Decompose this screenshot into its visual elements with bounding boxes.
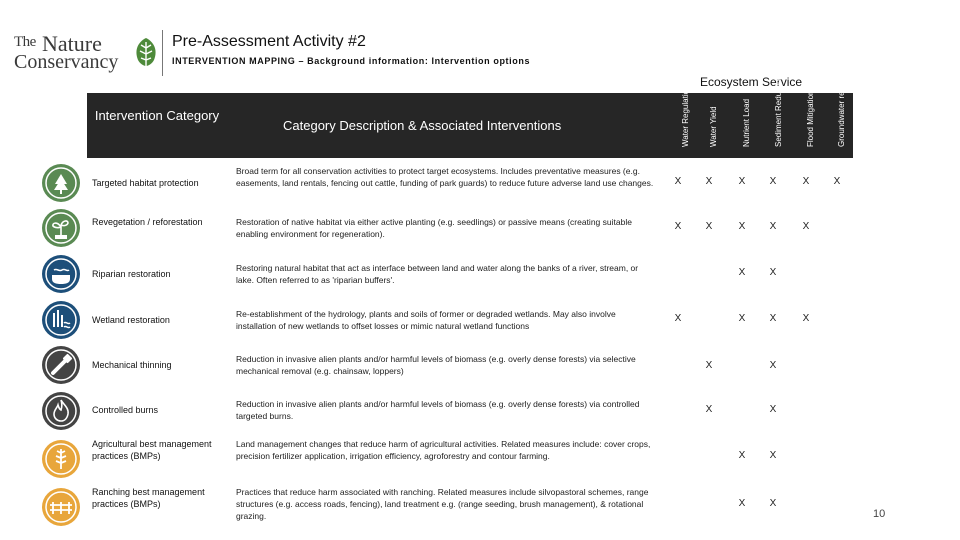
row-description: Reduction in invasive alien plants and/or harmful levels of biomass (e.g. overly dense forests) via selective mechanical removal (e.g. chainsaw, loppers) [236,354,636,376]
mark-water-yield: X [705,360,713,371]
ecosystem-service-label: Ecosystem Service [700,75,803,89]
table-row [40,299,860,341]
mark-flood-mitigation: X [802,176,810,187]
header-category-description: Category Description & Associated Interventions [283,118,562,133]
mark-sediment-reduction: X [769,450,777,461]
row-description: Broad term for all conservation activities to protect target ecosystems. Includes preventative measures (e.g. easements, land rentals, fencing out cattle, funding of park guards) to reduce future adverse land use changes. [236,166,654,188]
oak-leaf-icon [132,36,160,68]
chainsaw-icon [40,344,82,386]
mark-nutrient-load: X [738,221,746,232]
page-title: Pre-Assessment Activity #2 [172,33,366,50]
mark-sediment-reduction: X [769,221,777,232]
logo-divider [162,30,163,76]
mark-sediment-reduction: X [769,360,777,371]
row-description: Reduction in invasive alien plants and/or harmful levels of biomass (e.g. overly dense forests) via controlled targeted burns. [236,399,640,421]
row-category: Ranching best management practices (BMPs) [92,487,205,509]
habitat-protection-icon [40,162,82,204]
row-category: Riparian restoration [92,269,171,279]
wetland-icon [40,299,82,341]
fire-icon [40,390,82,432]
table-row [40,344,860,386]
mark-nutrient-load: X [738,313,746,324]
mark-sediment-reduction: X [769,404,777,415]
page-subtitle: INTERVENTION MAPPING – Background information: Intervention options [172,56,531,66]
table-row [40,390,860,432]
table-row [40,253,860,295]
mark-flood-mitigation: X [802,221,810,232]
row-category: Agricultural best management practices (BMPs) [92,439,212,461]
mark-nutrient-load: X [738,176,746,187]
logo-line-1: The [14,34,36,50]
header-water-regulation: Water Regulation [681,85,690,147]
row-description: Restoring natural habitat that act as interface between land and water along the banks of a river, stream, or lake. Often referred to as 'riparian buffers'. [236,263,639,285]
mark-nutrient-load: X [738,267,746,278]
agriculture-icon [40,438,82,480]
logo-line-3: Conservancy [14,51,119,73]
page-number: 10 [873,508,886,520]
header-flood-mitigation: Flood Mitigation [806,90,815,147]
mark-nutrient-load: X [738,498,746,509]
mark-sediment-reduction: X [769,267,777,278]
mark-water-regulation: X [674,221,682,232]
row-category: Targeted habitat protection [92,178,199,188]
riparian-icon [40,253,82,295]
seedling-icon [40,207,82,249]
mark-water-regulation: X [674,176,682,187]
table-row [40,207,860,249]
header-groundwater-recharge: Groundwater recharge [837,66,846,147]
mark-water-yield: X [705,176,713,187]
ranching-icon [40,486,82,528]
table-row [40,486,860,530]
mark-sediment-reduction: X [769,176,777,187]
row-description: Re-establishment of the hydrology, plants and soils of former or degraded wetlands. May also involve installation of new wetlands to offset losses or mimic natural wetland functions [236,309,616,331]
mark-water-regulation: X [674,313,682,324]
mark-water-yield: X [705,221,713,232]
header-intervention-category: Intervention Category [94,108,220,123]
mark-sediment-reduction: X [769,498,777,509]
row-category: Revegetation / reforestation [92,217,203,227]
header-sediment-reduction: Sediment Reduction [774,74,783,147]
row-category: Controlled burns [92,405,159,415]
mark-groundwater-recharge: X [833,176,841,187]
mark-sediment-reduction: X [769,313,777,324]
row-category: Wetland restoration [92,315,170,325]
mark-nutrient-load: X [738,450,746,461]
row-description: Restoration of native habitat via either active planting (e.g. seedlings) or passive means (creating suitable enabling environment for regeneration). [236,217,632,239]
logo-line-2: Nature [42,31,102,56]
row-description: Practices that reduce harm associated with ranching. Related measures include silvopastoral schemes, range structures (e.g. access roads, fencing), land treatment e.g. (range seeding, brush management), & rotational grazing. [236,487,649,521]
mark-flood-mitigation: X [802,313,810,324]
mark-water-yield: X [705,404,713,415]
row-description: Land management changes that reduce harm of agricultural activities. Related measures include: cover crops, precision fertilizer application, irrigation efficiency, agroforestry and contour farming. [236,439,651,461]
nature-conservancy-logo [14,32,156,72]
table-row [40,162,860,204]
table-row [40,438,860,482]
header-nutrient-load: Nutrient Load [742,98,751,147]
row-category: Mechanical thinning [92,360,172,370]
header-water-yield: Water Yield [709,106,718,147]
